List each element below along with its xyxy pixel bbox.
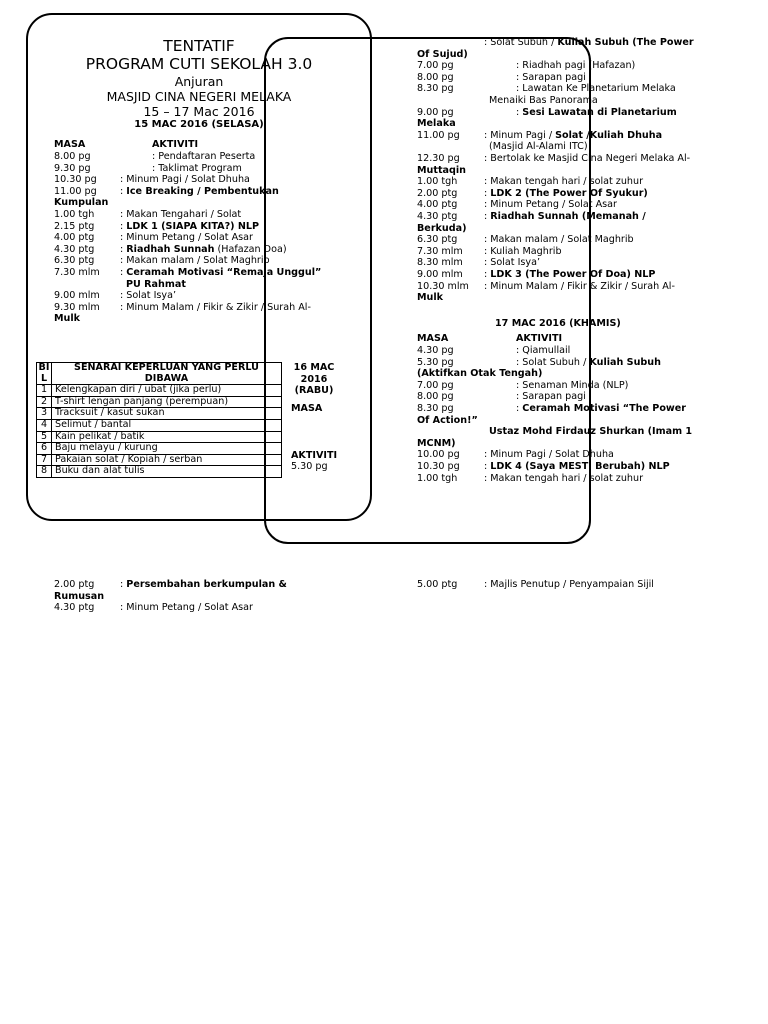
activity-text: : Majlis Penutup / Penyampaian Sijil	[484, 579, 654, 590]
activity-bold-text: Ceramah Motivasi “The Power	[522, 403, 687, 414]
activity-text: : Taklimat Program	[152, 162, 242, 174]
schedule-time: 5.30 pg	[417, 356, 454, 368]
schedule-time: 8.00 pg	[417, 71, 454, 83]
activity-text: :	[484, 461, 491, 472]
schedule-activity	[484, 176, 643, 188]
schedule-continuation: Berkuda)	[417, 222, 467, 234]
schedule-activity	[120, 602, 253, 614]
activity-text: :	[484, 187, 491, 199]
schedule-activity	[120, 186, 279, 198]
schedule-time: 4.30 ptg	[417, 211, 458, 222]
activity-text: : Qiamullail	[516, 345, 571, 356]
requirement-text: Buku dan alat tulis	[52, 466, 282, 478]
activity-text: : Minum Pagi /	[484, 129, 556, 141]
requirement-row	[37, 408, 282, 420]
activity-text: : Makan tengah hari / solat zuhur	[484, 176, 644, 188]
activity-text: :	[120, 185, 127, 197]
activity-text: : Makan malam / Solat Maghrib	[484, 234, 634, 246]
schedule-continuation: Melaka	[417, 118, 456, 130]
schedule-time: 5.00 ptg	[417, 579, 458, 590]
activity-text: : Makan tengah hari / solat zuhur	[484, 472, 644, 484]
schedule-time: 8.30 pg	[417, 83, 454, 95]
schedule-time: 7.30 mlm	[417, 245, 463, 257]
schedule-activity	[516, 391, 586, 403]
schedule-time: 9.30 pg	[54, 162, 91, 174]
schedule-activity	[516, 107, 677, 119]
day3-masa-header: MASA	[417, 333, 449, 344]
requirement-number: 3	[37, 408, 52, 420]
requirement-number: 6	[37, 443, 52, 455]
schedule-indent: PU Rahmat	[126, 278, 186, 290]
activity-bold-text: Kuliah Subuh	[589, 356, 661, 368]
activity-bold-text: LDK 4 (Saya MESTI Berubah) NLP	[490, 461, 670, 472]
requirement-number: 1	[37, 385, 52, 397]
schedule-time: 8.30 mlm	[417, 257, 463, 269]
activity-bold-text: Sesi Lawatan di Planetarium	[522, 106, 677, 118]
activity-text: : Sarapan pagi	[516, 71, 586, 83]
activity-text: : Lawatan Ke Planetarium Melaka	[516, 83, 676, 95]
requirement-text: Selimut / bantal	[52, 419, 282, 431]
schedule-time: 8.30 pg	[417, 403, 454, 414]
program-dates: 15 – 17 Mac 2016	[143, 104, 255, 119]
schedule-time: 9.00 pg	[417, 106, 454, 118]
activity-text: :	[516, 106, 523, 118]
schedule-time: 9.00 mlm	[417, 269, 463, 280]
schedule-activity	[484, 449, 614, 461]
schedule-activity	[484, 269, 655, 281]
schedule-activity	[484, 281, 675, 293]
day2-aktiviti-header: AKTIVITI	[291, 450, 338, 461]
schedule-time: 4.00 ptg	[417, 199, 458, 211]
schedule-activity	[120, 174, 250, 186]
requirement-row	[37, 419, 282, 431]
activity-text: :	[120, 267, 127, 278]
schedule-continuation: MCNM)	[417, 437, 456, 449]
schedule-activity	[516, 345, 570, 357]
requirement-row	[37, 466, 282, 478]
schedule-time: 10.30 pg	[54, 174, 97, 186]
schedule-time: 4.00 ptg	[54, 232, 95, 244]
schedule-time: 1.00 tgh	[417, 472, 458, 484]
activity-text: : Minum Pagi / Solat Dhuha	[484, 449, 614, 461]
schedule-continuation: (Aktifkan Otak Tengah)	[417, 368, 543, 380]
activity-text: :	[120, 579, 127, 590]
schedule-activity	[120, 209, 241, 221]
schedule-activity	[120, 579, 287, 591]
schedule-time: 10.30 mlm	[417, 280, 469, 292]
requirement-number: 2	[37, 396, 52, 408]
schedule-time: 9.30 mlm	[54, 301, 100, 313]
schedule-activity	[484, 188, 648, 200]
activity-bold-text: Ceramah Motivasi “Remaja Unggul”	[126, 267, 322, 278]
schedule-activity	[120, 221, 259, 233]
schedule-activity	[484, 461, 670, 473]
schedule-time: 6.30 ptg	[417, 234, 458, 246]
schedule-activity	[484, 153, 690, 165]
activity-text: : Senaman Minda (NLP)	[516, 379, 629, 391]
day1-aktiviti-header: AKTIVITI	[152, 139, 199, 150]
schedule-continuation: Of Sujud)	[417, 48, 468, 60]
schedule-continuation: Kumpulan	[54, 197, 109, 209]
activity-text: : Solat Isya’	[120, 290, 177, 302]
schedule-time: 11.00 pg	[417, 129, 460, 141]
schedule-indent: Ustaz Mohd Firdauz Shurkan (Imam 1	[489, 426, 693, 438]
activity-text: : Pendaftaran Peserta	[152, 151, 256, 162]
activity-text: : Minum Petang / Solat Asar	[120, 232, 253, 244]
schedule-activity	[120, 290, 176, 302]
requirement-row	[37, 385, 282, 397]
schedule-activity	[516, 403, 686, 415]
schedule-indent: (Masjid Al-Alami ITC)	[489, 141, 588, 153]
activity-text: : Minum Malam / Fikir & Zikir / Surah Al-	[120, 301, 311, 313]
schedule-activity	[120, 244, 287, 256]
schedule-time: 8.00 pg	[54, 151, 91, 162]
schedule-activity	[484, 473, 643, 485]
schedule-continuation: Muttaqin	[417, 164, 467, 176]
activity-bold-text: Riadhah Sunnah	[126, 243, 215, 255]
schedule-time: 4.30 ptg	[54, 243, 95, 255]
requirement-number: 4	[37, 419, 52, 431]
day1-title: 15 MAC 2016 (SELASA)	[134, 119, 264, 130]
schedule-time: 2.00 ptg	[417, 187, 458, 199]
requirement-number: 5	[37, 431, 52, 443]
schedule-activity	[516, 72, 586, 84]
activity-text: : Makan Tengahari / Solat	[120, 209, 242, 220]
activity-text: : Minum Petang / Solat Asar	[484, 199, 617, 211]
schedule-time: 4.30 ptg	[54, 602, 95, 614]
bil-header: BIL	[37, 363, 52, 385]
schedule-continuation: Rumusan	[54, 590, 105, 602]
schedule-activity	[120, 232, 253, 244]
schedule-time: 10.00 pg	[417, 449, 460, 461]
activity-text: : Bertolak ke Masjid Cina Negeri Melaka Al-	[484, 153, 691, 164]
requirements-header: SENARAI KEPERLUAN YANG PERLU DIBAWA	[52, 363, 282, 385]
activity-text: : Minum Petang / Solat Asar	[120, 602, 253, 614]
schedule-time: 9.00 mlm	[54, 290, 100, 302]
day2-masa-header: MASA	[291, 403, 323, 414]
activity-text: : Makan malam / Solat Maghrib	[120, 255, 270, 267]
schedule-activity	[152, 163, 242, 175]
schedule-time: 10.30 pg	[417, 461, 460, 472]
schedule-time: 4.30 pg	[417, 345, 454, 356]
requirement-row	[37, 396, 282, 408]
venue-title: MASJID CINA NEGERI MELAKA	[106, 89, 292, 104]
activity-text: : Riadhah pagi (Hafazan)	[516, 60, 636, 72]
day3-aktiviti-header: AKTIVITI	[516, 333, 563, 344]
activity-bold-text: Riadhah Sunnah (Memanah /	[490, 211, 646, 222]
schedule-time: 7.00 pg	[417, 60, 454, 72]
activity-bold-text: Persembahan berkumpulan &	[126, 579, 287, 590]
requirements-table	[36, 362, 282, 478]
schedule-activity	[120, 267, 321, 279]
program-title: PROGRAM CUTI SEKOLAH 3.0	[85, 55, 313, 73]
anjuran-label: Anjuran	[174, 74, 224, 89]
schedule-time: 11.00 pg	[54, 185, 97, 197]
schedule-activity	[120, 255, 270, 267]
schedule-time: 6.30 ptg	[54, 255, 95, 267]
day3-title: 17 MAC 2016 (KHAMIS)	[495, 318, 621, 329]
schedule-time: 12.30 pg	[417, 153, 460, 164]
activity-extra-text: (Hafazan Doa)	[214, 243, 287, 255]
activity-text: : Solat Subuh /	[484, 37, 558, 48]
schedule-activity	[484, 246, 562, 258]
activity-text: : Sarapan pagi	[516, 391, 586, 403]
activity-text: :	[516, 403, 523, 414]
activity-text: : Solat Subuh /	[516, 356, 590, 368]
requirement-text: Tracksuit / kasut sukan	[52, 408, 282, 420]
day1-masa-header: MASA	[54, 139, 86, 150]
requirement-row	[37, 443, 282, 455]
schedule-time: 2.15 ptg	[54, 220, 95, 232]
activity-text: :	[120, 220, 127, 232]
schedule-activity	[516, 60, 635, 72]
activity-bold-text: Ice Breaking / Pembentukan	[126, 185, 279, 197]
schedule-activity	[484, 37, 694, 49]
schedule-activity	[484, 199, 617, 211]
activity-bold-text: Kuliah Subuh (The Power	[557, 37, 694, 48]
schedule-time: 8.00 pg	[417, 391, 454, 403]
schedule-continuation: Mulk	[417, 292, 444, 304]
requirement-number: 7	[37, 454, 52, 466]
activity-text: : Minum Pagi / Solat Dhuha	[120, 174, 250, 186]
schedule-activity	[484, 130, 662, 142]
day2-date: 16 MAC 2016 (RABU)	[293, 362, 335, 397]
requirement-text: Kain pelikat / batik	[52, 431, 282, 443]
requirement-row	[37, 431, 282, 443]
requirement-text: Kelengkapan diri / ubat (jika perlu)	[52, 385, 282, 397]
schedule-time: 7.00 pg	[417, 379, 454, 391]
schedule-activity	[516, 83, 676, 95]
activity-text: :	[484, 211, 491, 222]
schedule-activity	[516, 357, 661, 369]
schedule-activity	[484, 257, 540, 269]
activity-bold-text: LDK 1 (SIAPA KITA?) NLP	[126, 220, 260, 232]
requirement-text: Pakaian solat / Kopiah / serban	[52, 454, 282, 466]
activity-bold-text: LDK 3 (The Power Of Doa) NLP	[490, 269, 656, 280]
schedule-activity	[484, 234, 634, 246]
schedule-activity	[484, 579, 654, 591]
schedule-activity	[516, 380, 628, 392]
schedule-activity	[120, 302, 311, 314]
activity-text: :	[120, 243, 127, 255]
activity-bold-text: LDK 2 (The Power Of Syukur)	[490, 187, 648, 199]
activity-text: :	[484, 269, 491, 280]
activity-bold-text: Solat /Kuliah Dhuha	[555, 129, 663, 141]
requirement-row	[37, 454, 282, 466]
schedule-time: 1.00 tgh	[54, 209, 95, 220]
schedule-continuation: Of Action!”	[417, 414, 478, 426]
day2-first-time: 5.30 pg	[291, 461, 328, 472]
page-title: TENTATIF	[163, 37, 235, 55]
schedule-activity	[152, 151, 255, 163]
activity-text: : Solat Isya’	[484, 257, 541, 269]
activity-text: : Kuliah Maghrib	[484, 245, 562, 257]
schedule-time: 1.00 tgh	[417, 176, 458, 188]
requirement-text: T-shirt lengan panjang (perempuan)	[52, 396, 282, 408]
schedule-continuation: Mulk	[54, 313, 81, 325]
activity-text: : Minum Malam / Fikir & Zikir / Surah Al-	[484, 280, 675, 292]
requirement-number: 8	[37, 466, 52, 478]
schedule-time: 7.30 mlm	[54, 267, 100, 278]
schedule-activity	[484, 211, 646, 223]
schedule-time: 2.00 ptg	[54, 579, 95, 590]
requirement-text: Baju melayu / kurung	[52, 443, 282, 455]
schedule-indent: Menaiki Bas Panorama	[489, 95, 598, 106]
